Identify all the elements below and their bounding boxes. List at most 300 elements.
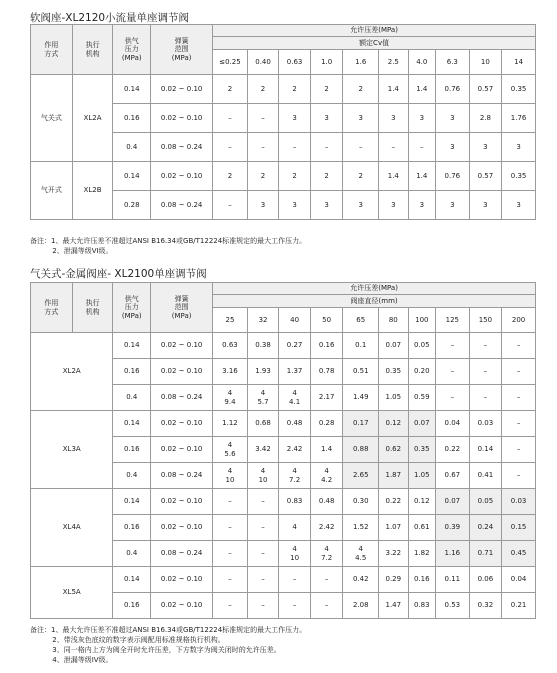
cell-line: 1.16 — [444, 549, 461, 558]
header-col: 200 — [502, 308, 536, 333]
cell-line: 10 — [225, 475, 235, 484]
cell-line: 3 — [450, 113, 455, 122]
cell-value — [469, 104, 502, 133]
cell-line: 3 — [260, 200, 266, 209]
cell-value — [279, 567, 311, 593]
cell-line: 4 — [292, 545, 297, 554]
header-col: 80 — [379, 308, 409, 333]
cell-line: 1.07 — [385, 523, 402, 532]
cell-line: – — [261, 575, 265, 584]
cell-value — [502, 333, 536, 359]
cell-value — [343, 385, 379, 411]
cell-value — [436, 75, 470, 104]
cell-line: 0.45 — [510, 549, 527, 558]
cell-value — [502, 593, 536, 619]
cell-line: 0.76 — [444, 84, 461, 93]
cell-mode: 气开式 — [31, 162, 73, 220]
cell-value — [247, 104, 279, 133]
cell-value — [247, 191, 279, 220]
cell-line: – — [516, 419, 521, 428]
cell-line: 1.12 — [222, 419, 238, 428]
cell-value — [408, 489, 435, 515]
cell-value — [436, 567, 470, 593]
cell-value — [379, 463, 409, 489]
cell-value — [408, 191, 435, 220]
cell-line: – — [261, 549, 265, 558]
cell-line: 供气 — [124, 36, 139, 45]
cell-value — [502, 515, 536, 541]
cell-value — [436, 162, 470, 191]
table1-notes: 备注：1、最大允许压差不准超过ANSI B16.34或GB/T12224标准规定的最大工作压力。 2、泄漏等级VI级。 — [30, 237, 307, 255]
header-col: 40 — [279, 308, 311, 333]
cell-value — [502, 437, 536, 463]
cell-line: 0.07 — [414, 419, 430, 428]
cell-line: – — [450, 341, 455, 350]
cell-line: (MPa) — [121, 53, 142, 62]
cell-supply: 0.16 — [113, 593, 151, 619]
cell-spring: 0.08 ~ 0.24 — [151, 385, 213, 411]
header-col: 2.5 — [379, 50, 409, 75]
cell-line: – — [292, 142, 297, 151]
table2-notes: 备注：1、最大允许压差不准超过ANSI B16.34或GB/T12224标准规定的最大工作压力。 2、带浅灰色底纹的数字表示阀配用标准规格执行机构。 3、同一格内上方为阀全开时允许压差，下方数字为阀关闭时的允许压差。 4、泄漏等级IV级。 — [30, 626, 307, 664]
cell-line: 4 — [227, 389, 233, 398]
cell-supply: 0.14 — [113, 75, 151, 104]
cell-line: 2.42 — [286, 445, 303, 454]
cell-line: 0.03 — [477, 419, 494, 428]
cell-value — [247, 411, 279, 437]
cell-line: 4.2 — [321, 475, 333, 484]
cell-line: 作用 — [44, 299, 59, 308]
cell-line: 5.7 — [257, 397, 269, 406]
cell-value — [213, 541, 248, 567]
cell-line: 3 — [419, 113, 425, 122]
header-col: 32 — [247, 308, 279, 333]
cell-value — [469, 333, 502, 359]
cell-line: 3 — [450, 142, 455, 151]
cell-line: 0.28 — [318, 419, 335, 428]
cell-line: 0.48 — [286, 419, 303, 428]
cell-value — [408, 567, 435, 593]
cell-line: 1.47 — [385, 601, 402, 610]
cell-line: – — [228, 200, 232, 209]
cell-line: 0.71 — [477, 549, 494, 558]
table-row — [31, 411, 536, 437]
cell-value — [213, 162, 248, 191]
cell-line: 供气 — [124, 294, 139, 303]
header-actuator — [72, 25, 113, 75]
header-mode — [31, 283, 73, 333]
cell-value — [247, 75, 279, 104]
cell-line: 4 — [227, 467, 233, 476]
cell-value — [379, 333, 409, 359]
cell-value — [379, 567, 409, 593]
cell-line: 3 — [292, 200, 297, 209]
cell-line: (MPa) — [171, 53, 192, 62]
cell-value — [279, 411, 311, 437]
cell-value — [379, 191, 409, 220]
header-spring — [151, 25, 213, 75]
cell-line: 2 — [292, 84, 297, 93]
cell-value — [279, 133, 311, 162]
cell-line: 0.05 — [414, 341, 430, 350]
cell-line: 1.05 — [385, 393, 402, 402]
cell-spring: 0.02 ~ 0.10 — [151, 411, 213, 437]
cell-line: – — [516, 341, 521, 350]
cell-line: 0.51 — [352, 367, 369, 376]
cell-value — [502, 541, 536, 567]
cell-line: 4 — [324, 467, 329, 476]
cell-line: 0.57 — [477, 171, 494, 180]
cell-line: 1.4 — [387, 171, 399, 180]
cell-line: 4 — [260, 389, 266, 398]
cell-value — [247, 133, 279, 162]
cell-line: 0.22 — [444, 445, 461, 454]
cell-value — [379, 162, 409, 191]
cell-line: 1.4 — [416, 171, 428, 180]
cell-actuator: XL4A — [31, 489, 113, 567]
cell-supply: 0.16 — [113, 104, 151, 133]
header-mode — [31, 25, 73, 75]
cell-line: 弹簧 — [174, 36, 189, 45]
cell-value — [343, 515, 379, 541]
cell-value — [408, 593, 435, 619]
cell-line: 4.1 — [289, 397, 301, 406]
header-col: 65 — [343, 308, 379, 333]
table-row — [31, 162, 536, 191]
cell-line: 3 — [419, 200, 425, 209]
cell-value — [343, 359, 379, 385]
cell-value — [213, 133, 248, 162]
cell-value — [310, 162, 343, 191]
cell-spring: 0.08 ~ 0.24 — [151, 133, 213, 162]
cell-value — [436, 593, 470, 619]
cell-line: 1.37 — [286, 367, 303, 376]
cell-value — [310, 191, 343, 220]
cell-line: – — [261, 601, 265, 610]
cell-spring: 0.02 ~ 0.10 — [151, 359, 213, 385]
cell-line: 0.53 — [444, 601, 461, 610]
cell-line: 1.76 — [510, 113, 527, 122]
cell-value — [343, 104, 379, 133]
cell-supply: 0.14 — [113, 411, 151, 437]
cell-line: 2 — [358, 84, 363, 93]
cell-value — [310, 75, 343, 104]
cell-line: 10 — [258, 475, 268, 484]
cell-supply: 0.16 — [113, 359, 151, 385]
cell-value — [408, 515, 435, 541]
cell-value — [310, 333, 343, 359]
cell-line: 7.2 — [289, 475, 301, 484]
cell-value — [379, 541, 409, 567]
cell-value — [469, 567, 502, 593]
header-col: 50 — [310, 308, 343, 333]
cell-value — [213, 385, 248, 411]
cell-value — [379, 75, 409, 104]
cell-line: 压力 — [124, 45, 139, 54]
cell-line: 1.05 — [414, 471, 430, 480]
cell-value — [247, 489, 279, 515]
cell-value — [502, 359, 536, 385]
cell-line: 4 — [358, 545, 363, 554]
cell-value — [247, 593, 279, 619]
cell-line: 2.08 — [352, 601, 369, 610]
cell-line: 0.03 — [510, 497, 527, 506]
cell-value — [469, 593, 502, 619]
cell-line: 0.04 — [444, 419, 461, 428]
header-col: 6.3 — [436, 50, 470, 75]
cell-value — [310, 541, 343, 567]
cell-supply: 0.4 — [113, 463, 151, 489]
cell-line: 1.93 — [255, 367, 271, 376]
cell-line: – — [483, 393, 488, 402]
cell-line: 0.30 — [352, 497, 369, 506]
cell-mode: 气关式 — [31, 75, 73, 162]
cell-value — [469, 411, 502, 437]
cell-value — [436, 463, 470, 489]
cell-line: 7.2 — [321, 553, 333, 562]
cell-value — [379, 104, 409, 133]
cell-line: – — [228, 113, 232, 122]
cell-value — [247, 437, 279, 463]
cell-line: 0.14 — [477, 445, 494, 454]
cell-line: 0.48 — [318, 497, 335, 506]
header-spring — [151, 283, 213, 333]
cell-line: 3 — [483, 142, 488, 151]
cell-value — [436, 359, 470, 385]
cell-line: 9.4 — [224, 397, 236, 406]
cell-value — [502, 133, 536, 162]
cell-line: 0.05 — [477, 497, 494, 506]
cell-spring: 0.02 ~ 0.10 — [151, 333, 213, 359]
cell-line: – — [324, 575, 329, 584]
cell-value — [247, 385, 279, 411]
cell-value — [469, 191, 502, 220]
cell-value — [213, 489, 248, 515]
table1 — [30, 24, 536, 220]
cell-value — [247, 162, 279, 191]
cell-value — [379, 515, 409, 541]
cell-value — [408, 411, 435, 437]
cell-value — [279, 191, 311, 220]
cell-value — [502, 104, 536, 133]
cell-value — [213, 191, 248, 220]
cell-line: 0.63 — [222, 341, 238, 350]
cell-line: 1.49 — [352, 393, 369, 402]
header-col: 100 — [408, 308, 435, 333]
cell-line: – — [516, 367, 521, 376]
cell-value — [343, 191, 379, 220]
cell-value — [436, 333, 470, 359]
cell-value — [310, 437, 343, 463]
cell-line: 范围 — [174, 45, 189, 54]
cell-actuator: XL2A — [72, 75, 113, 162]
cell-line: 5.6 — [224, 449, 236, 458]
cell-value — [502, 191, 536, 220]
cell-value — [502, 489, 536, 515]
cell-line: – — [450, 367, 455, 376]
cell-line: – — [420, 142, 424, 151]
cell-supply: 0.14 — [113, 567, 151, 593]
cell-line: 0.35 — [510, 84, 527, 93]
cell-line: 0.16 — [414, 575, 430, 584]
cell-value — [310, 463, 343, 489]
cell-value — [469, 359, 502, 385]
cell-supply: 0.14 — [113, 489, 151, 515]
cell-line: 3 — [324, 200, 329, 209]
header-col: 1.6 — [343, 50, 379, 75]
cell-line: – — [292, 575, 297, 584]
cell-line: – — [261, 523, 265, 532]
cell-value — [343, 162, 379, 191]
cell-value — [379, 593, 409, 619]
cell-value — [379, 359, 409, 385]
cell-line: 3 — [391, 113, 396, 122]
cell-line: 1.4 — [387, 84, 399, 93]
cell-line: 2 — [292, 171, 297, 180]
cell-actuator: XL2B — [72, 162, 113, 220]
cell-line: 3 — [450, 200, 455, 209]
cell-value — [213, 567, 248, 593]
cell-line: 方式 — [44, 49, 59, 58]
cell-line: 0.83 — [286, 497, 303, 506]
cell-value — [408, 75, 435, 104]
cell-value — [408, 333, 435, 359]
cell-supply: 0.4 — [113, 133, 151, 162]
cell-line: 3 — [483, 200, 488, 209]
header-col: 4.0 — [408, 50, 435, 75]
cell-value — [436, 515, 470, 541]
header-col: ≤0.25 — [213, 50, 248, 75]
cell-line: 0.76 — [444, 171, 461, 180]
cell-value — [343, 489, 379, 515]
cell-line: 4 — [324, 545, 329, 554]
cell-line: 0.20 — [414, 367, 430, 376]
cell-value — [247, 515, 279, 541]
header-col: 125 — [436, 308, 470, 333]
cell-line: 0.42 — [352, 575, 369, 584]
cell-line: 2.17 — [318, 393, 335, 402]
cell-line: 3 — [516, 200, 521, 209]
cell-value — [408, 104, 435, 133]
cell-value — [279, 75, 311, 104]
cell-line: 0.38 — [255, 341, 271, 350]
cell-value — [469, 437, 502, 463]
cell-line: – — [228, 549, 232, 558]
cell-line: 3.42 — [255, 445, 271, 454]
cell-line: 方式 — [44, 307, 59, 316]
cell-spring: 0.08 ~ 0.24 — [151, 541, 213, 567]
cell-value — [343, 567, 379, 593]
cell-actuator: XL3A — [31, 411, 113, 489]
cell-line: 范围 — [174, 303, 189, 312]
cell-line: – — [516, 445, 521, 454]
cell-line: 0.11 — [444, 575, 461, 584]
cell-value — [310, 489, 343, 515]
cell-supply: 0.4 — [113, 541, 151, 567]
cell-value — [469, 463, 502, 489]
cell-line: 0.29 — [385, 575, 402, 584]
cell-value — [247, 463, 279, 489]
cell-value — [279, 463, 311, 489]
header-allowed-pressure: 允许压差(MPa) — [213, 283, 536, 295]
cell-line: 3 — [516, 142, 521, 151]
header-col: 10 — [469, 50, 502, 75]
cell-value — [343, 541, 379, 567]
cell-line: 0.15 — [510, 523, 527, 532]
cell-line: 0.61 — [414, 523, 430, 532]
cell-value — [469, 385, 502, 411]
cell-line: 0.32 — [477, 601, 494, 610]
header-allowed-pressure: 允许压差(MPa) — [213, 25, 536, 37]
header-supply — [113, 25, 151, 75]
cell-line: 4 — [227, 441, 233, 450]
cell-line: 2 — [260, 84, 266, 93]
cell-value — [408, 162, 435, 191]
cell-value — [436, 489, 470, 515]
cell-value — [213, 463, 248, 489]
cell-value — [469, 162, 502, 191]
cell-line: 机构 — [85, 307, 100, 316]
cell-value — [502, 75, 536, 104]
header-col: 0.63 — [279, 50, 311, 75]
table1-title: 软阀座-XL2120小流量单座调节阀 — [30, 12, 190, 24]
cell-spring: 0.02 ~ 0.10 — [151, 489, 213, 515]
cell-spring: 0.08 ~ 0.24 — [151, 463, 213, 489]
cell-line: 作用 — [44, 41, 59, 50]
cell-line: 1.4 — [416, 84, 428, 93]
cell-line: 0.27 — [286, 341, 303, 350]
cell-value — [343, 593, 379, 619]
cell-supply: 0.4 — [113, 385, 151, 411]
cell-line: 0.16 — [318, 341, 335, 350]
cell-value — [213, 359, 248, 385]
cell-value — [436, 104, 470, 133]
cell-line: – — [391, 142, 396, 151]
cell-line: 4 — [292, 389, 297, 398]
cell-line: 0.24 — [477, 523, 494, 532]
cell-value — [502, 411, 536, 437]
cell-line: 2 — [324, 84, 329, 93]
cell-line: 弹簧 — [174, 294, 189, 303]
cell-line: 1.52 — [352, 523, 369, 532]
cell-line: 0.12 — [385, 419, 402, 428]
cell-line: 4 — [292, 523, 297, 532]
cell-line: – — [228, 142, 232, 151]
cell-value — [379, 385, 409, 411]
cell-value — [213, 411, 248, 437]
cell-supply: 0.16 — [113, 515, 151, 541]
cell-value — [279, 162, 311, 191]
cell-line: – — [483, 341, 488, 350]
cell-line: – — [324, 142, 329, 151]
cell-spring: 0.02 ~ 0.10 — [151, 162, 213, 191]
cell-line: 0.35 — [385, 367, 402, 376]
cell-line: 0.83 — [414, 601, 430, 610]
cell-line: 0.35 — [510, 171, 527, 180]
cell-actuator: XL5A — [31, 567, 113, 619]
cell-value — [310, 104, 343, 133]
cell-line: 2 — [227, 84, 233, 93]
cell-line: 0.22 — [385, 497, 402, 506]
cell-value — [436, 411, 470, 437]
cell-value — [279, 593, 311, 619]
cell-line: – — [358, 142, 363, 151]
cell-spring: 0.02 ~ 0.10 — [151, 593, 213, 619]
cell-value — [408, 541, 435, 567]
header-col: 25 — [213, 308, 248, 333]
cell-line: 0.78 — [318, 367, 335, 376]
cell-value — [213, 515, 248, 541]
